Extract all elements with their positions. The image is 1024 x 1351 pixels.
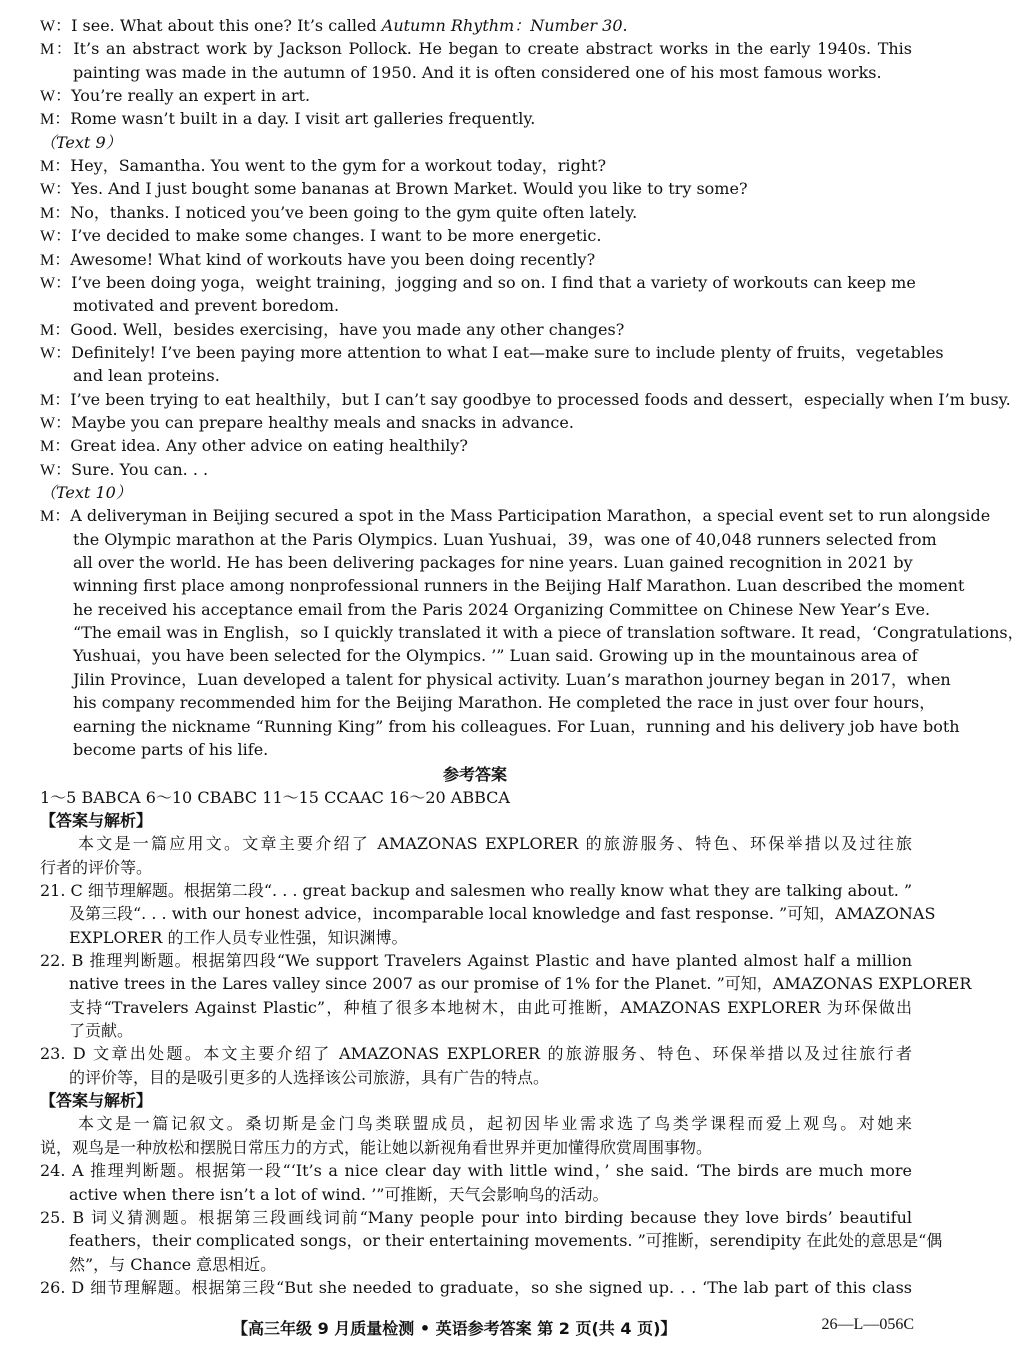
speaker-label: M： xyxy=(40,251,71,269)
dialogue-line xyxy=(73,61,912,84)
dialogue-text: I see. What about this one? It’s called xyxy=(71,16,382,35)
speaker-label: W： xyxy=(40,274,72,292)
question-analysis-line: active when there isn’t a lot of wind. ’”可推断，天气会影响鸟的活动。 xyxy=(69,1184,609,1204)
speaker-label: W： xyxy=(40,228,72,246)
dialogue-text: A deliveryman in Beijing secured a spot in the Mass Participation Marathon，a special event set to run alongside xyxy=(70,506,991,526)
speaker-label: M： xyxy=(40,41,74,59)
speaker-label: W： xyxy=(40,18,72,35)
dialogue-line xyxy=(40,248,912,272)
dialogue-line xyxy=(40,224,912,248)
dialogue-text: he received his acceptance email from the Paris 2024 Organizing Committee on Chinese New Year’s Eve. xyxy=(73,599,931,619)
dialogue-line xyxy=(73,668,951,691)
dialogue-text: winning first place among nonprofessional runners in the Beijing Half Marathon. Luan described the moment xyxy=(73,576,965,596)
dialogue-line xyxy=(73,715,960,738)
speaker-label: W： xyxy=(40,461,72,479)
question-analysis-line: feathers，their complicated songs，or their entertaining movements. ”可推断，serendipity 在此处的意思是“偶 xyxy=(69,1231,943,1251)
dialogue-text: I’ve decided to make some changes. I want to be more energetic. xyxy=(71,226,602,246)
dialogue-line xyxy=(40,177,912,201)
dialogue-line xyxy=(73,621,1024,644)
dialogue-line xyxy=(40,341,944,365)
dialogue-text: Great idea. Any other advice on eating healthily? xyxy=(70,436,468,456)
speaker-label: W： xyxy=(40,181,72,199)
dialogue-line xyxy=(40,318,912,342)
dialogue-text: Definitely! I’ve been paying more attention to what I eat—make sure to include plenty of fruits，vegetables xyxy=(71,342,944,362)
page-footer xyxy=(0,1316,950,1340)
dialogue-line xyxy=(40,411,912,435)
summary-line: 说，观鸟是一种放松和摆脱日常压力的方式，能让她以新视角看世界并更加懂得欣赏周围事物。 xyxy=(40,1137,713,1157)
dialogue-line xyxy=(73,598,931,621)
dialogue-text: Jilin Province，Luan developed a talent for physical activity. Luan’s marathon journey began in 2017，when xyxy=(73,669,951,689)
dialogue-text: earning the nickname “Running King” from his colleagues. For Luan，running and his delivery job have both xyxy=(73,716,960,736)
dialogue-line xyxy=(40,37,912,61)
speaker-label: M： xyxy=(40,508,71,526)
speaker-label: M： xyxy=(40,391,71,409)
dialogue-line xyxy=(40,14,912,38)
dialogue-line xyxy=(73,574,965,597)
dialogue-text: I’ve been trying to eat healthily，but I can’t say goodbye to processed foods and dessert，especially when I’m busy. xyxy=(70,389,1011,409)
speaker-label: W： xyxy=(40,88,72,106)
question-analysis-line: 支持“Travelers Against Plastic”，种植了很多本地树木，由此可推断，AMAZONAS EXPLORER 为环保做出 xyxy=(69,997,912,1017)
dialogue-line xyxy=(40,107,912,131)
dialogue-line xyxy=(73,364,912,387)
dialogue-line xyxy=(40,154,912,178)
dialogue-line xyxy=(40,504,991,528)
dialogue-text: and lean proteins. xyxy=(73,366,220,386)
dialogue-line xyxy=(73,644,918,667)
speaker-label: W： xyxy=(40,414,72,432)
question-analysis-line: 了贡献。 xyxy=(69,1021,134,1041)
speaker-label: M： xyxy=(40,111,71,129)
question-analysis-line: native trees in the Lares valley since 2007 as our promise of 1% for the Planet. ”可知，AMAZONAS EXPLORER xyxy=(69,974,972,994)
question-analysis-line: EXPLORER 的工作人员专业性强，知识渊博。 xyxy=(69,927,408,947)
dialogue-line xyxy=(73,691,936,714)
dialogue-text: Yushuai，you have been selected for the Olympics. ’” Luan said. Growing up in the mountainous area of xyxy=(73,646,918,666)
dialogue-text: It’s an abstract work by Jackson Pollock. He began to create abstract works in the early 1940s. This xyxy=(73,39,913,59)
dialogue-text: painting was made in the autumn of 1950. And it is often considered one of his most famous works. xyxy=(73,62,882,82)
dialogue-line xyxy=(73,528,937,551)
dialogue-text: his company recommended him for the Beijing Marathon. He completed the race in just over four hours， xyxy=(73,693,936,713)
question-analysis-line: 26. D 细节理解题。根据第三段“But she needed to graduate，so she signed up. . . ‘The lab part of this class xyxy=(40,1277,912,1297)
dialogue-line xyxy=(73,738,912,761)
dialogue-text: Good. Well，besides exercising，have you made any other changes? xyxy=(70,319,625,339)
answers-heading: 参考答案 xyxy=(442,765,507,785)
analysis-label: 【答案与解析】 xyxy=(40,1091,153,1111)
question-analysis-line: 23. D 文章出处题。本文主要介绍了 AMAZONAS EXPLORER 的旅游服务、特色、环保举措以及过往旅行者 xyxy=(40,1044,912,1064)
dialogue-line xyxy=(40,434,912,458)
speaker-label: M： xyxy=(40,438,71,456)
dialogue-text: Maybe you can prepare healthy meals and snacks in advance. xyxy=(71,412,574,432)
dialogue-line xyxy=(40,388,1011,412)
answer-key-line: 1～5 BABCA 6～10 CBABC 11～15 CCAAC 16～20 ABBCA xyxy=(40,787,510,807)
dialogue-line xyxy=(73,551,912,574)
dialogue-line xyxy=(40,458,912,482)
dialogue-line xyxy=(40,84,912,108)
speaker-label: M： xyxy=(40,321,71,339)
dialogue-line xyxy=(40,201,912,225)
question-analysis-line: 的评价等，目的是吸引更多的人选择该公司旅游，具有广告的特点。 xyxy=(69,1067,550,1087)
dialogue-text: the Olympic marathon at the Paris Olympics. Luan Yushuai，39，was one of 40,048 runners selected from xyxy=(73,529,937,549)
dialogue-text: become parts of his life. xyxy=(73,739,269,759)
dialogue-line xyxy=(40,271,916,295)
footer-title: 【高三年级 9 月质量检测 • 英语参考答案 第 2 页(共 4 页)】 xyxy=(232,1319,677,1338)
summary-line: 本文是一篇记叙文。桑切斯是金门鸟类联盟成员，起初因毕业需求选了鸟类学课程而爱上观鸟。对她来 xyxy=(78,1114,912,1134)
painting-title: Autumn Rhythm：Number 30 xyxy=(381,16,623,35)
question-analysis-line: 22. B 推理判断题。根据第四段“We support Travelers Against Plastic and have planted almost half a million xyxy=(40,951,912,970)
dialogue-text: You’re really an expert in art. xyxy=(71,86,311,106)
question-analysis-line: 24. A 推理判断题。根据第一段“‘It’s a nice clear day with little wind，’ she said. ‘The birds are much more xyxy=(40,1161,912,1181)
speaker-label: W： xyxy=(40,344,72,362)
summary-line: 行者的评价等。 xyxy=(40,857,153,877)
dialogue-text: Sure. You can. . . xyxy=(71,459,209,479)
dialogue-text: I’ve been doing yoga，weight training，jogging and so on. I find that a variety of workouts can keep me xyxy=(71,272,916,292)
speaker-label: M： xyxy=(40,158,71,176)
footer-code: 26—L—056C xyxy=(821,1316,914,1333)
dialogue-text: Awesome! What kind of workouts have you been doing recently? xyxy=(70,249,596,269)
text9-label: （Text 9） xyxy=(40,132,122,152)
question-analysis-line: 25. B 词义猜测题。根据第三段画线词前“Many people pour into birding because they love birds’ beautiful xyxy=(40,1207,912,1227)
analysis-label: 【答案与解析】 xyxy=(40,810,153,830)
dialogue-line xyxy=(73,294,912,317)
question-analysis-line: 21. C 细节理解题。根据第二段“. . . great backup and salesmen who really know what they are talking about. ” xyxy=(40,880,913,900)
period: . xyxy=(622,16,628,35)
question-analysis-line: 及第三段“. . . with our honest advice，incomparable local knowledge and fast response. ”可知，AMAZONAS xyxy=(69,904,936,924)
dialogue-text: Rome wasn’t built in a day. I visit art galleries frequently. xyxy=(70,109,536,129)
question-analysis-line: 然”，与 Chance 意思相近。 xyxy=(69,1254,277,1274)
speaker-label: M： xyxy=(40,204,71,222)
dialogue-text: Hey，Samantha. You went to the gym for a workout today，right? xyxy=(70,156,607,176)
dialogue-text: No，thanks. I noticed you’ve been going to the gym quite often lately. xyxy=(70,202,638,222)
dialogue-text: motivated and prevent boredom. xyxy=(73,296,340,316)
dialogue-text: Yes. And I just bought some bananas at Brown Market. Would you like to try some? xyxy=(71,179,748,199)
dialogue-text: all over the world. He has been delivering packages for nine years. Luan gained recognition in 2021 by xyxy=(73,553,913,573)
summary-line: 本文是一篇应用文。文章主要介绍了 AMAZONAS EXPLORER 的旅游服务、特色、环保举措以及过往旅 xyxy=(78,834,912,854)
dialogue-text: “The email was in English，so I quickly translated it with a piece of translation software. It read，‘Congratulations， xyxy=(73,623,1024,643)
text10-label: （Text 10） xyxy=(40,483,132,502)
